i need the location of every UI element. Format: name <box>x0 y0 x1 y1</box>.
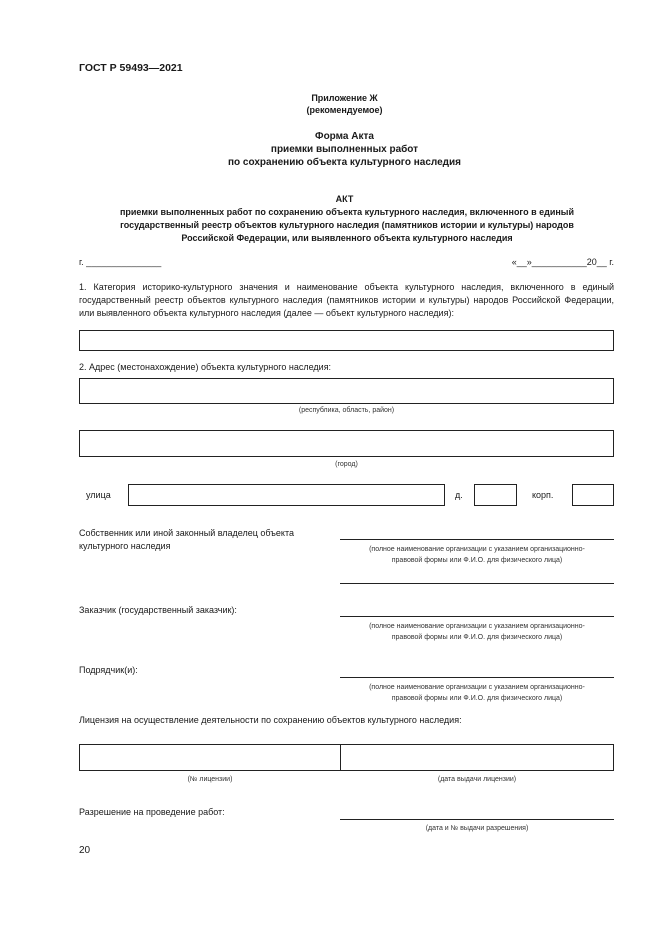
owner-caption-2: правовой формы или Ф.И.О. для физического лица) <box>391 557 563 564</box>
act-heading-line2: государственный реестр объектов культурного наследия (памятников истории и культуры) народов <box>120 220 574 230</box>
street-label: улица <box>86 490 111 500</box>
house-input[interactable] <box>474 484 517 506</box>
street-input[interactable] <box>128 484 445 506</box>
appendix-title: Приложение Ж <box>311 93 378 103</box>
contractor-caption-1: (полное наименование организации с указанием организационно- <box>369 684 585 691</box>
customer-caption-1: (полное наименование организации с указанием организационно- <box>369 623 585 630</box>
customer-caption-2: правовой формы или Ф.И.О. для физического лица) <box>391 634 563 641</box>
owner-label: Собственник или иной законный владелец объекта культурного наследия <box>79 528 294 551</box>
customer-line[interactable] <box>340 616 614 617</box>
contractor-caption-2: правовой формы или Ф.И.О. для физического лица) <box>391 695 563 702</box>
permit-line[interactable] <box>340 819 614 820</box>
date-field[interactable]: «__»___________20__ г. <box>511 257 614 267</box>
page-number: 20 <box>79 845 91 856</box>
section-2-text: 2. Адрес (местонахождение) объекта культурного наследия: <box>79 362 332 372</box>
form-title-line2: приемки выполненных работ <box>270 144 419 155</box>
act-heading-line1: приемки выполненных работ по сохранению объекта культурного наследия, включенного в единый <box>119 207 575 217</box>
permit-label: Разрешение на проведение работ: <box>79 807 225 817</box>
section-1-text: 1. Категория историко-культурного значения и наименование объекта культурного наследия, включенного в единый государственный реестр объектов культурного наследия (памятников истории и культуры) народов Российской Федерации, или выявленного объекта культурного наследия (далее — объект культурного наследия): <box>79 282 614 318</box>
act-heading-line3: Российской Федерации, или выявленного объекта культурного наследия <box>181 233 513 243</box>
license-date-input[interactable] <box>340 744 614 771</box>
contractor-label: Подрядчик(и): <box>79 665 138 675</box>
form-title: Форма Акта <box>315 131 374 142</box>
city-input[interactable] <box>79 430 614 457</box>
building-label: корп. <box>532 490 554 500</box>
form-title-line3: по сохранению объекта культурного наследия <box>227 157 462 168</box>
owner-line-2[interactable] <box>340 583 614 584</box>
city-caption: (город) <box>335 461 358 468</box>
license-date-caption: (дата выдачи лицензии) <box>437 776 517 783</box>
license-number-input[interactable] <box>79 744 341 771</box>
license-number-caption: (№ лицензии) <box>187 776 233 783</box>
permit-caption: (дата и № выдачи разрешения) <box>425 825 529 832</box>
house-label: д. <box>455 490 463 500</box>
building-input[interactable] <box>572 484 614 506</box>
region-input[interactable] <box>79 378 614 404</box>
customer-label: Заказчик (государственный заказчик): <box>79 605 237 615</box>
heritage-object-input[interactable] <box>79 330 614 351</box>
act-heading: АКТ <box>335 194 354 204</box>
contractor-line[interactable] <box>340 677 614 678</box>
appendix-subtitle: (рекомендуемое) <box>306 105 383 115</box>
region-caption: (республика, область, район) <box>298 407 395 414</box>
owner-caption-1: (полное наименование организации с указанием организационно- <box>369 546 585 553</box>
license-label: Лицензия на осуществление деятельности по сохранению объектов культурного наследия: <box>79 715 462 725</box>
owner-line[interactable] <box>340 539 614 540</box>
city-field[interactable]: г. _______________ <box>79 257 162 267</box>
standard-number: ГОСТ Р 59493—2021 <box>79 62 183 74</box>
